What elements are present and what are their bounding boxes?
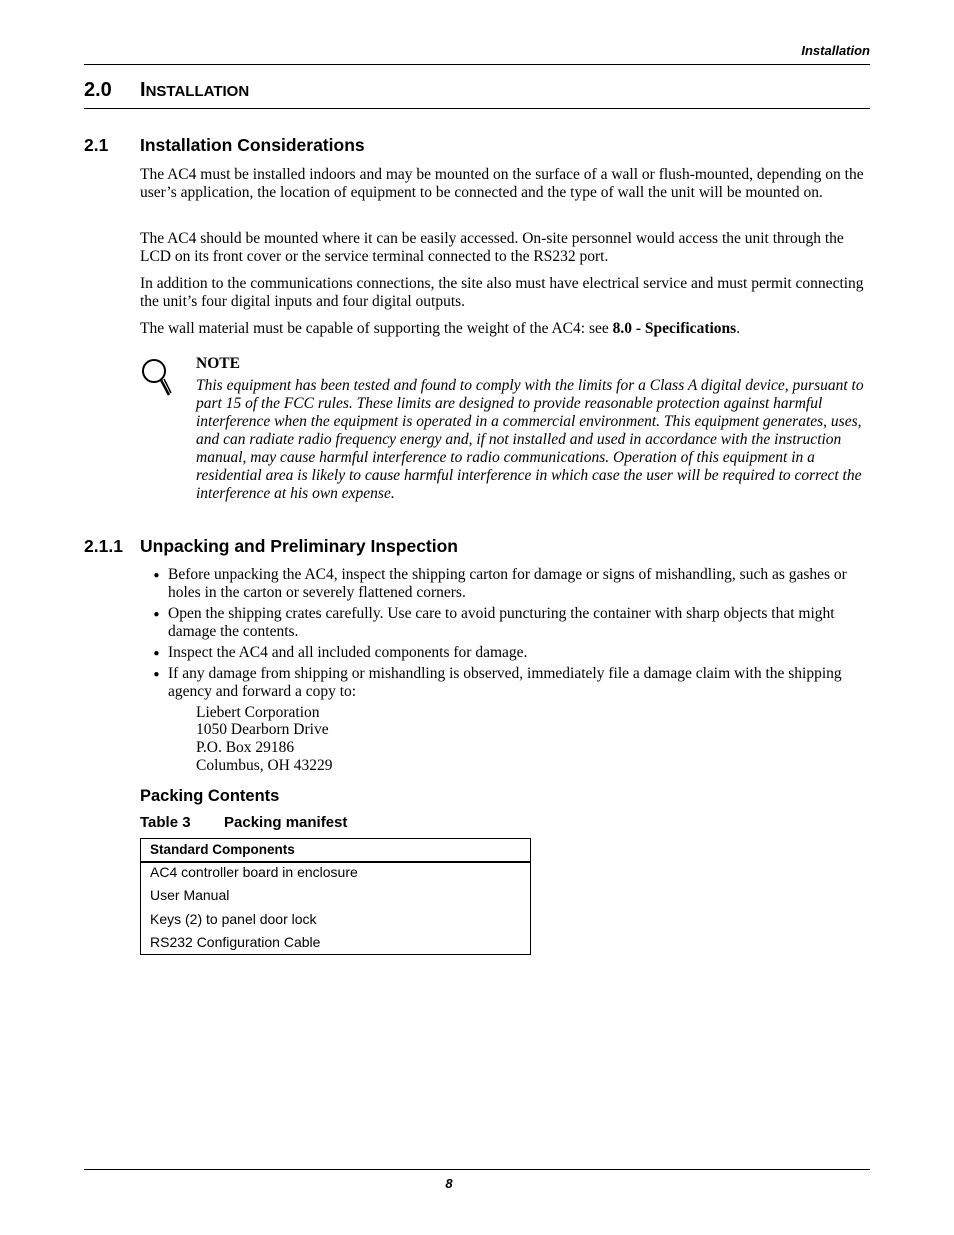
table-row: Keys (2) to panel door lock [150, 911, 317, 927]
section-number: 2.0 [84, 79, 112, 101]
table-header-rule [141, 861, 530, 863]
weight-end: . [736, 320, 741, 337]
section-title [140, 79, 249, 102]
table-row: User Manual [150, 887, 230, 903]
packing-heading: Packing Contents [140, 787, 280, 805]
subsection-title: Unpacking and Preliminary Inspection [140, 536, 458, 556]
table-caption-number: Table 3 [140, 814, 191, 831]
page-number: 8 [445, 1176, 453, 1191]
table-row: AC4 controller board in enclosure [150, 864, 358, 880]
table-row: RS232 Configuration Cable [150, 934, 321, 950]
subsection-number: 2.1 [84, 135, 109, 155]
packing-table [140, 838, 531, 955]
list-item: Before unpacking the AC4, inspect the shipping carton for damage or signs of mishandling, such as gashes or holes in the carton or severely flattened corners. [168, 566, 847, 601]
note-text: This equipment has been tested and found to comply with the limits for a Class A digital device, pursuant to part 15 of the FCC rules. These limits are designed to provide reasonable protection against harmful interference when the equipment is operated in a commercial environment. This equipment generates, uses, and can radiate radio frequency energy and, if not installed and used in accordance with the instruction manual, may cause harmful interference to radio communications. Operation of this equipment in a residential area is likely to cause harmful interference in which case the user will be required to correct the interference at his own expense. [196, 377, 864, 502]
magnifier-icon [140, 357, 174, 399]
list-item: Open the shipping crates carefully. Use care to avoid puncturing the container with sharp objects that might damage the contents. [168, 605, 835, 640]
list-item: If any damage from shipping or mishandling is observed, immediately file a damage claim with the shipping agency and forward a copy to: [168, 665, 842, 700]
paragraph: The AC4 must be installed indoors and may be mounted on the surface of a wall or flush-mounted, depending on the user’s application, the location of equipment to be connected and the type of wall the unit will be mounted on. [140, 166, 864, 201]
address-line: P.O. Box 29186 [196, 739, 295, 756]
list-item: Inspect the AC4 and all included components for damage. [168, 644, 528, 661]
bullet-icon: • [152, 666, 161, 684]
subsection-title: Installation Considerations [140, 135, 365, 155]
header-rule [84, 64, 870, 65]
subsection-number: 2.1.1 [84, 536, 123, 556]
weight-text: The wall material must be capable of supporting the weight of the AC4: see [140, 320, 613, 337]
section-rule [84, 108, 870, 109]
table-header: Standard Components [150, 842, 295, 857]
paragraph: In addition to the communications connections, the site also must have electrical service and must permit connecting the unit’s four digital inputs and four digital outputs. [140, 275, 864, 310]
section-title-rest: NSTALLATION [145, 83, 250, 100]
address-line: Columbus, OH 43229 [196, 757, 333, 774]
note-label: NOTE [196, 355, 240, 372]
table-caption-title: Packing manifest [224, 814, 348, 831]
running-header: Installation [801, 43, 870, 58]
address-line: Liebert Corporation [196, 704, 320, 721]
footer-rule [84, 1169, 870, 1170]
bullet-icon: • [152, 567, 161, 585]
section-title-initial: I [140, 79, 146, 101]
paragraph: The AC4 should be mounted where it can be easily accessed. On-site personnel would access the unit through the LCD on its front cover or the service terminal connected to the RS232 port. [140, 230, 844, 265]
specifications-link[interactable]: 8.0 - Specifications [612, 320, 737, 337]
bullet-icon: • [152, 606, 161, 624]
paragraph-weight [140, 320, 870, 338]
address-line: 1050 Dearborn Drive [196, 721, 329, 738]
bullet-icon: • [152, 645, 161, 663]
